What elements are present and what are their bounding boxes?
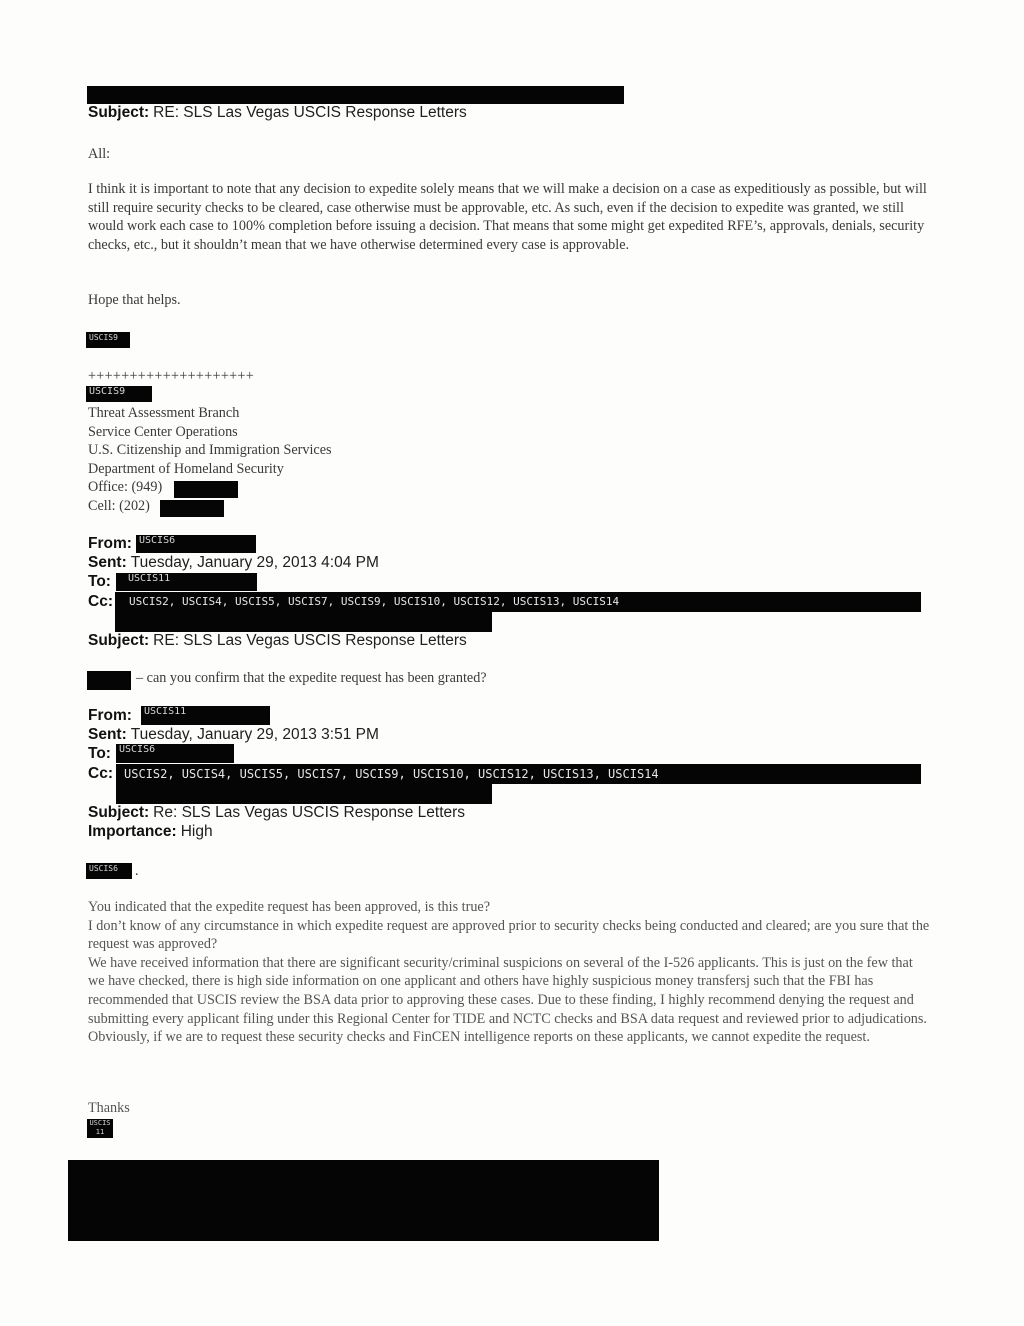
email3-greeting-punct: .: [135, 863, 139, 879]
top-subject-value: RE: SLS Las Vegas USCIS Response Letters: [153, 104, 467, 121]
email3-line-3: We have received information that there are significant security/criminal suspicions on several of the I-526 applicants. This is just on the few that we have checked, there is high side information on one applicant and others have highly suspicious money transfersj such that the FBI has recommended that USCIS review the BSA data prior to approving these cases. Due to these finding, I highly recommend denying the request and submitting every applicant filing under this Regional Center for TIDE and NCTC checks and BSA data request and reviewed prior to adjudications.: [88, 954, 927, 1027]
email2-sent-line: [88, 554, 379, 572]
signature-line-department: Department of Homeland Security: [88, 460, 284, 477]
email3-from-label: From:: [88, 707, 132, 724]
redaction-bottom-block: [68, 1160, 659, 1241]
email2-sent-label: Sent:: [88, 554, 127, 571]
email2-cc-label: Cc:: [88, 593, 113, 610]
redaction-email2-from: USCIS6: [136, 535, 256, 553]
email2-cc-line: [88, 593, 113, 611]
top-paragraph: I think it is important to note that any decision to expedite solely means that we will make a decision on a case as expeditiously as possible, but will still require security checks to be cleared, case otherwise must be approvable, etc. As such, even if the decision to expedite was granted, we still would work each case to 100% completion before issuing a decision. That means that some might get expedited RFE’s, approvals, denials, security checks, etc., but it shouldn’t mean that we have otherwise determined every case is approvable.: [88, 181, 927, 253]
email3-line-2: I don’t know of any circumstance in which expedite request are approved prior to security checks being conducted and cleared; are you sure that the request was approved?: [88, 917, 930, 953]
email2-subject-label: Subject:: [88, 632, 150, 649]
email3-importance-line: [88, 823, 213, 841]
top-subject-line: [88, 104, 467, 122]
top-closing: Hope that helps.: [88, 292, 181, 308]
redaction-email2-cc: USCIS2, USCIS4, USCIS5, USCIS7, USCIS9, USCIS10, USCIS12, USCIS13, USCIS14: [115, 592, 921, 612]
signature-line-agency: U.S. Citizenship and Immigration Services: [88, 442, 332, 459]
signature-separator: ++++++++++++++++++++: [88, 368, 255, 384]
email3-importance-label: Importance:: [88, 823, 177, 840]
email2-from-label: From:: [88, 535, 132, 552]
email2-body: – can you confirm that the expedite request has been granted?: [136, 670, 487, 686]
email3-sent-line: [88, 726, 379, 744]
email3-importance-value: High: [180, 823, 213, 840]
signature-line-branch: Threat Assessment Branch: [88, 405, 240, 421]
redaction-email3-signoff: USCIS 11: [87, 1119, 113, 1138]
email3-cc-label: Cc:: [88, 765, 113, 782]
top-greeting: All:: [88, 146, 111, 162]
email3-sent-label: Sent:: [88, 726, 127, 743]
email3-body: [88, 898, 930, 1047]
email3-to-label: To:: [88, 745, 111, 762]
redaction-email3-greeting: USCIS6: [86, 863, 132, 879]
email3-sent-value: Tuesday, January 29, 2013 3:51 PM: [130, 726, 379, 743]
redaction-signature-name: USCIS9: [86, 386, 152, 402]
redaction-top-sender: USCIS9: [86, 332, 130, 348]
redaction-email3-from: USCIS11: [141, 706, 270, 725]
email3-to-line: [88, 745, 111, 763]
email2-to-line: [88, 573, 111, 591]
email3-closing: Thanks: [88, 1100, 130, 1116]
email3-line-4: Obviously, if we are to request these security checks and FinCEN intelligence reports on these applicants, we cannot expedite the request.: [88, 1029, 870, 1046]
email3-line-1: You indicated that the expedite request has been approved, is this true?: [88, 899, 491, 915]
email3-subject-value: Re: SLS Las Vegas USCIS Response Letters: [153, 804, 466, 821]
redaction-email3-to: USCIS6: [116, 744, 234, 763]
email2-subject-value: RE: SLS Las Vegas USCIS Response Letters: [153, 632, 467, 649]
redaction-email2-addressee: [87, 671, 131, 690]
redaction-bar-header: [87, 86, 624, 104]
redaction-email2-to: USCIS11: [116, 573, 257, 591]
top-subject-label: Subject:: [88, 104, 150, 121]
email3-subject-label: Subject:: [88, 804, 150, 821]
signature-block: [88, 404, 332, 516]
redaction-email2-cc-overflow: [115, 612, 492, 632]
email2-subject-line: [88, 632, 467, 650]
email3-cc-line: [88, 765, 113, 783]
email2-from-line: [88, 535, 132, 553]
email3-from-line: [88, 707, 132, 725]
signature-office: Office: (949): [88, 479, 163, 496]
redaction-cell-number: [160, 500, 224, 517]
signature-line-operations: Service Center Operations: [88, 423, 238, 440]
signature-cell: Cell: (202): [88, 497, 150, 514]
email2-to-label: To:: [88, 573, 111, 590]
redaction-email3-cc-overflow: [116, 784, 492, 804]
email2-sent-value: Tuesday, January 29, 2013 4:04 PM: [130, 554, 379, 571]
redaction-email3-cc: USCIS2, USCIS4, USCIS5, USCIS7, USCIS9, USCIS10, USCIS12, USCIS13, USCIS14: [116, 764, 921, 784]
email3-subject-line: [88, 804, 465, 822]
redaction-office-number: [174, 481, 238, 498]
